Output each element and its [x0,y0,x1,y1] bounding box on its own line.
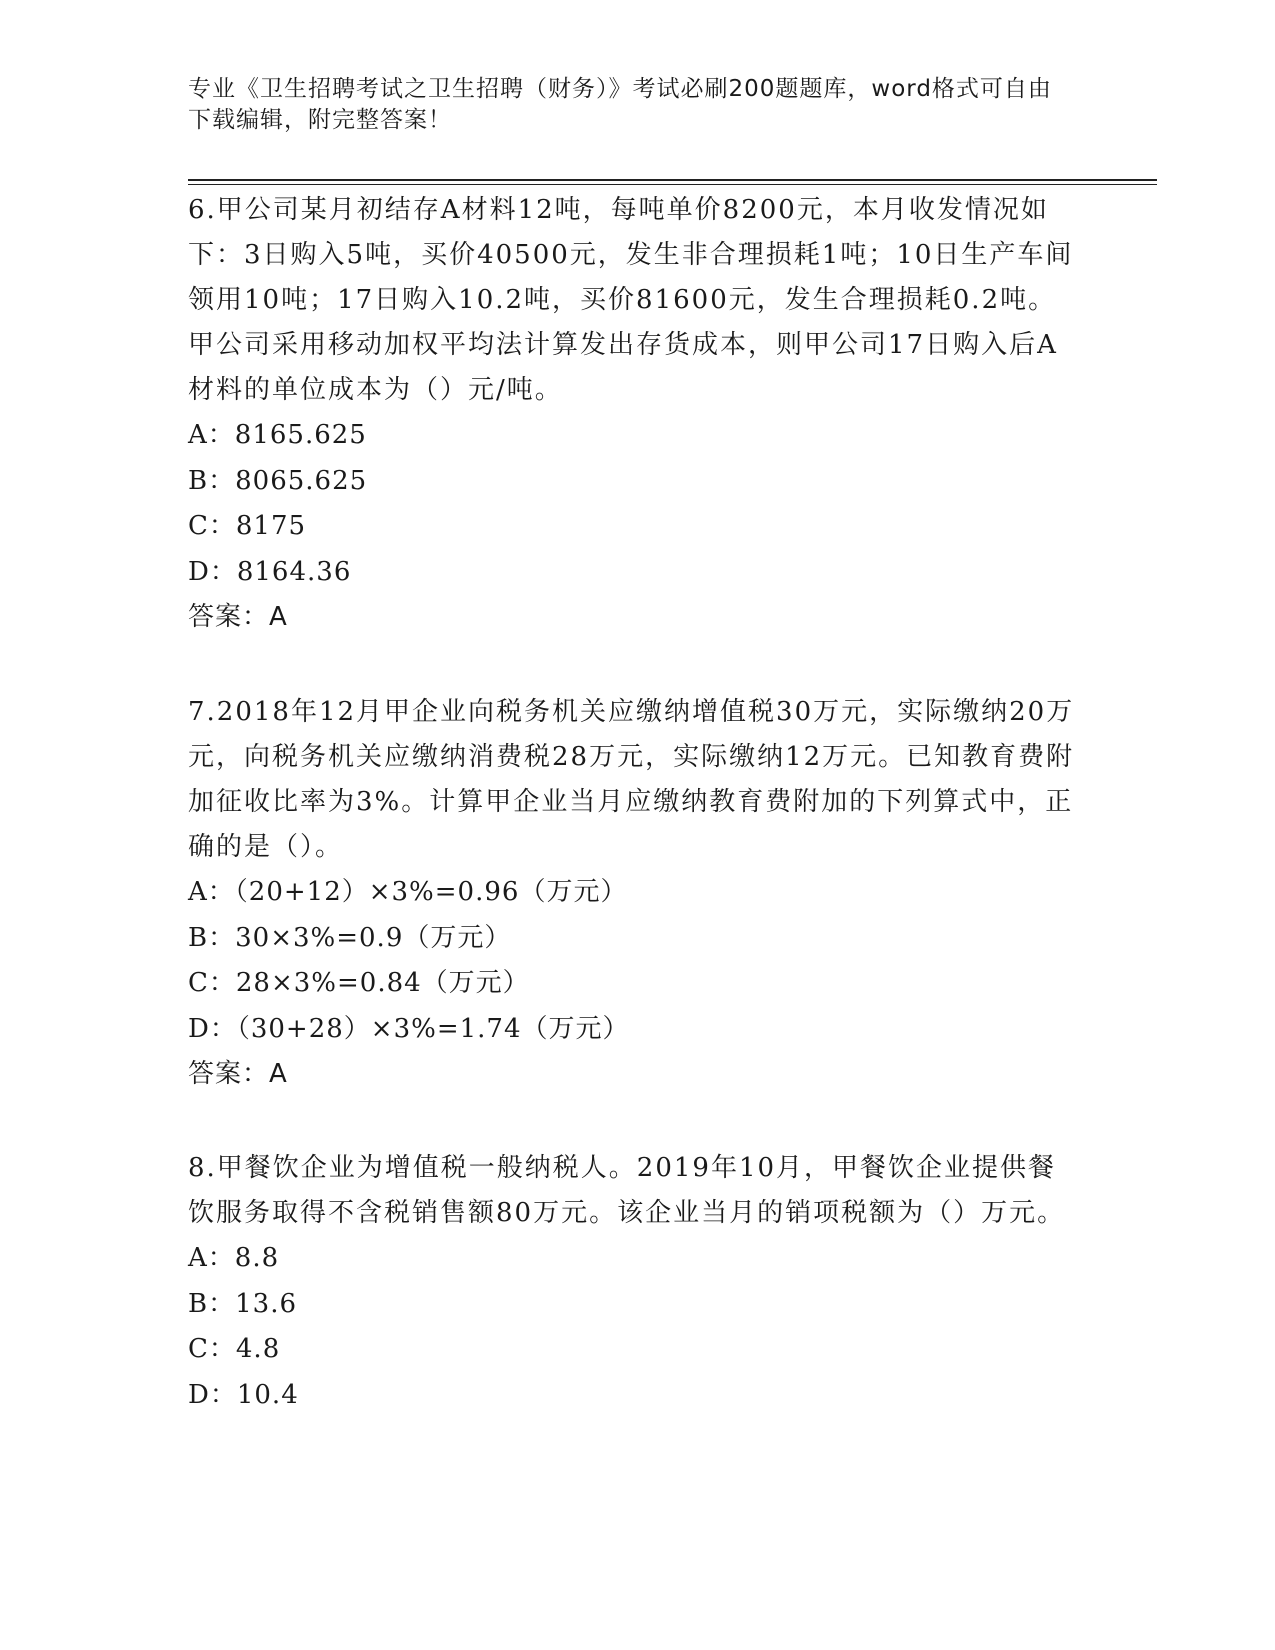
answer: 答案：A [188,602,288,632]
option-a: A：8.8 [188,1243,280,1273]
header-divider-thin [188,184,1157,185]
question-7 [188,690,1078,1097]
document-header: 专业《卫生招聘考试之卫生招聘（财务）》考试必刷200题题库，word格式可自由下载编辑，附完整答案！ [188,76,1052,133]
option-d: D：8164.36 [188,556,352,587]
option-d: D：（30+28）×3%=1.74（万元） [188,1013,630,1044]
question-stem: 6.甲公司某月初结存A材料12吨，每吨单价8200元，本月收发情况如下：3日购入5吨，买价40500元，发生非合理损耗1吨；10日生产车间领用10吨；17日购入10.2吨，买价81600元，发生合理损耗0.2吨。甲公司采用移动加权平均法计算发出存货成本，则甲公司17日购入后A材料的单位成本为（）元/吨。 [188,195,1074,405]
question-8 [188,1146,1078,1418]
option-b: B：8065.625 [188,465,368,496]
option-c: C：28×3%=0.84（万元） [188,968,530,998]
option-d: D：10.4 [188,1379,299,1410]
question-6 [188,188,1078,640]
option-c: C：8175 [188,511,307,541]
option-a: A：（20+12）×3%=0.96（万元） [188,877,628,907]
answer: 答案：A [188,1059,288,1089]
header-divider-thick [188,179,1157,181]
question-stem: 7.2018年12月甲企业向税务机关应缴纳增值税30万元，实际缴纳20万元，向税务机关应缴纳消费税28万元，实际缴纳12万元。已知教育费附加征收比率为3%。计算甲企业当月应缴纳教育费附加的下列算式中，正确的是（）。 [188,697,1075,862]
option-b: B：30×3%=0.9（万元） [188,922,512,953]
option-b: B：13.6 [188,1288,297,1319]
question-stem: 8.甲餐饮企业为增值税一般纳税人。2019年10月，甲餐饮企业提供餐饮服务取得不含税销售额80万元。该企业当月的销项税额为（）万元。 [188,1153,1066,1228]
option-a: A：8165.625 [188,420,367,450]
option-c: C：4.8 [188,1334,281,1364]
